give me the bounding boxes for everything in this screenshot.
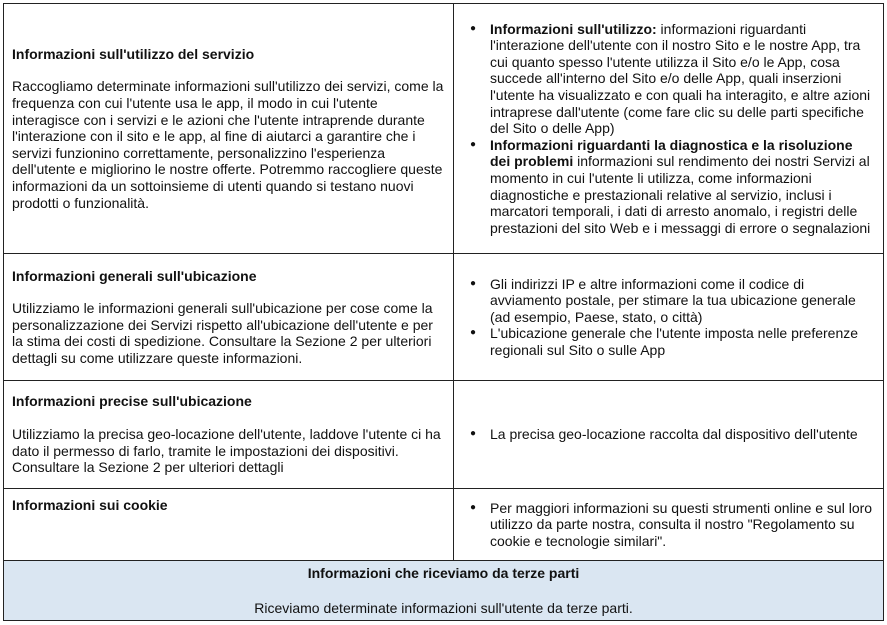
row-description: [4, 381, 454, 489]
row-description: [4, 4, 454, 254]
row-details: [454, 489, 884, 561]
table-row: [4, 4, 884, 254]
data-collection-table: [3, 3, 884, 621]
row-title: Informazioni generali sull'ubicazione: [12, 267, 257, 284]
table-row: [4, 254, 884, 381]
bullet-text: informazioni sul rendimento dei nostri Servizi al momento in cui l'utente li utilizza, come informazioni diagnostiche e prestazionali relative al servizio, inclusi i marcatori temporali, i dati di arresto anomalo, i registri delle prestazioni del sito Web e i messaggi di errore o segnalazioni: [490, 153, 871, 236]
table-row: [4, 381, 884, 489]
bullet-bold: Informazioni riguardanti la diagnostica e la risoluzione dei problemi: [490, 136, 853, 170]
third-party-section: [4, 561, 884, 621]
row-details: [454, 4, 884, 254]
bullet-bold: Informazioni sull'utilizzo:: [490, 20, 657, 37]
footer-title: Informazioni che riceviamo da terze parti: [307, 564, 580, 581]
row-title: Informazioni sui cookie: [12, 497, 168, 513]
row-details: [454, 254, 884, 381]
row-details: [454, 381, 884, 489]
row-title: Informazioni sull'utilizzo del servizio: [12, 45, 255, 62]
list-item: [490, 21, 875, 137]
bullet-text: informazioni riguardanti l'interazione dell'utente con il nostro Sito e le nostre App, tra cui quanto spesso l'utente utilizza il Sito e/o le App, cosa succede all'interno del Sito e/o delle App, quali inserzioni l'utente ha visualizzato e con quali ha interagito, e altre azioni intraprese dall'utente (come fare clic su delle parti specifiche del Sito o delle App): [490, 20, 871, 137]
row-description: [4, 254, 454, 381]
row-title: Informazioni precise sull'ubicazione: [12, 393, 252, 410]
footer-body: Riceviamo determinate informazioni sull'utente da terze parti.: [254, 599, 633, 616]
list-item: ● Per maggiori informazioni su questi strumenti online e sul loro utilizzo da parte nostra, consulta il nostro "Regolamento su cookie e tecnologie similari".: [490, 500, 875, 550]
row-body: Raccogliamo determinate informazioni sull'utilizzo dei servizi, come la frequenza con cui l'utente usa le app, il modo in cui l'utente interagisce con i servizi e le azioni che l'utente intraprende durante l'interazione con il sito e le app, al fine di aiutarci a garantire che i servizi funzionino correttamente, personalizzino l'esperienza dell'utente e migliorino le nostre offerte. Potremmo raccogliere queste informazioni da un sottoinsieme di utenti quando si testano nuovi prodotti o funzionalità.: [12, 78, 444, 211]
row-description: [4, 489, 454, 561]
footer-row: [4, 561, 884, 621]
table-row: [4, 489, 884, 561]
list-item: ● L'ubicazione generale che l'utente imposta nelle preferenze regionali sul Sito o sulle App: [490, 325, 875, 358]
row-body: Utilizziamo le informazioni generali sull'ubicazione per cose come la personalizzazione dei Servizi rispetto all'ubicazione dell'utente e per la stima dei costi di spedizione. Consultare la Sezione 2 per ulteriori dettagli su come utilizzare queste informazioni.: [12, 300, 433, 366]
list-item: [490, 137, 875, 237]
list-item: ● La precisa geo-locazione raccolta dal dispositivo dell'utente: [490, 426, 875, 443]
row-body: Utilizziamo la precisa geo-locazione dell'utente, laddove l'utente ci ha dato il permesso di farlo, tramite le impostazioni dei dispositivi. Consultare la Sezione 2 per ulteriori dettagli: [12, 425, 441, 476]
list-item: ● Gli indirizzi IP e altre informazioni come il codice di avviamento postale, per stimare la tua ubicazione generale (ad esempio, Paese, stato, o città): [490, 276, 875, 326]
